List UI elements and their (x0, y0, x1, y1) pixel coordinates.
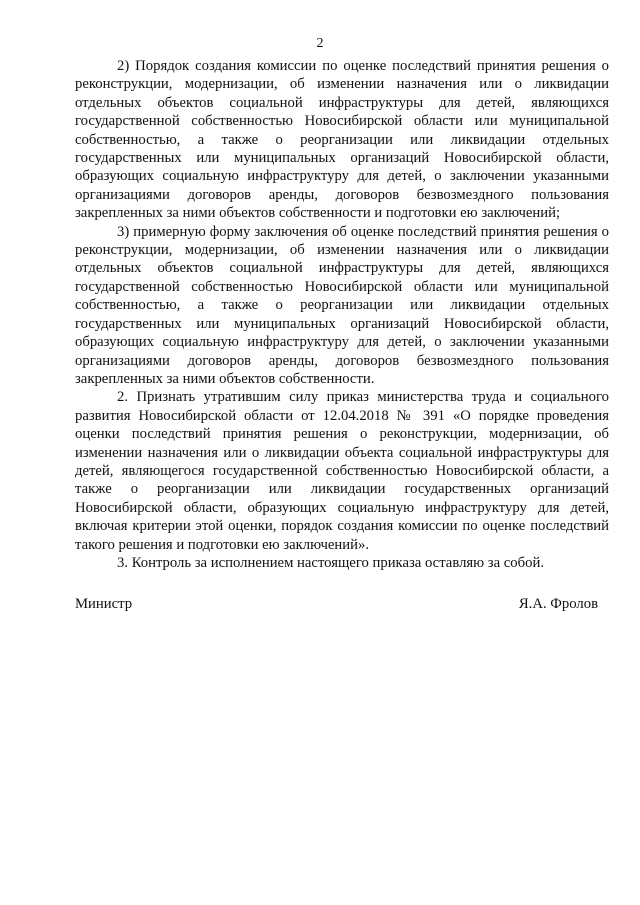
paragraph-clause-2: 2. Признать утратившим силу приказ министерства труда и социального развития Новосибирской области от 12.04.2018 № 391 «О порядке проведения оценки последствий принятия решения о реконструкции, модернизации, об изменении назначения или о ликвидации объекта социальной инфраструктуры для детей, являющегося государственной собственностью Новосибирской области, а также о реорганизации или ликвидации государственных организаций Новосибирской области, образующих социальную инфраструктуру для детей, включая критерии этой оценки, порядок создания комиссии по оценке последствий такого решения и подготовки ею заключений». (75, 389, 609, 553)
signatory-position: Министр (75, 596, 133, 612)
signatory-name: Я.А. Фролов (518, 596, 598, 612)
document-body (75, 57, 609, 572)
signature-block (75, 595, 598, 613)
paragraph-item-2: 2) Порядок создания комиссии по оценке последствий принятия решения о реконструкции, модернизации, об изменении назначения или о ликвидации отдельных объектов социальной инфраструктуры для детей, являющихся государственной собственностью Новосибирской области или муниципальной собственностью, а также о реорганизации или ликвидации отдельных государственных или муниципальных организаций Новосибирской области, образующих социальную инфраструктуру для детей, о заключении указанными организациями договоров аренды, договоров безвозмездного пользования закрепленных за ними объектов собственности и подготовки ею заключений; (75, 58, 609, 222)
paragraph-clause-3: 3. Контроль за исполнением настоящего приказа оставляю за собой. (117, 554, 544, 571)
paragraph-item-3: 3) примерную форму заключения об оценке последствий принятия решения о реконструкции, модернизации, об изменении назначения или о ликвидации отдельных объектов социальной инфраструктуры для детей, являющихся государственной собственностью Новосибирской области или муниципальной собственностью, а также о реорганизации или ликвидации отдельных государственных или муниципальных организаций Новосибирской области, образующих социальную инфраструктуру для детей, о заключении указанными организациями договоров аренды, договоров безвозмездного пользования закрепленных за ними объектов собственности. (75, 223, 609, 387)
page-number: 2 (316, 36, 324, 51)
